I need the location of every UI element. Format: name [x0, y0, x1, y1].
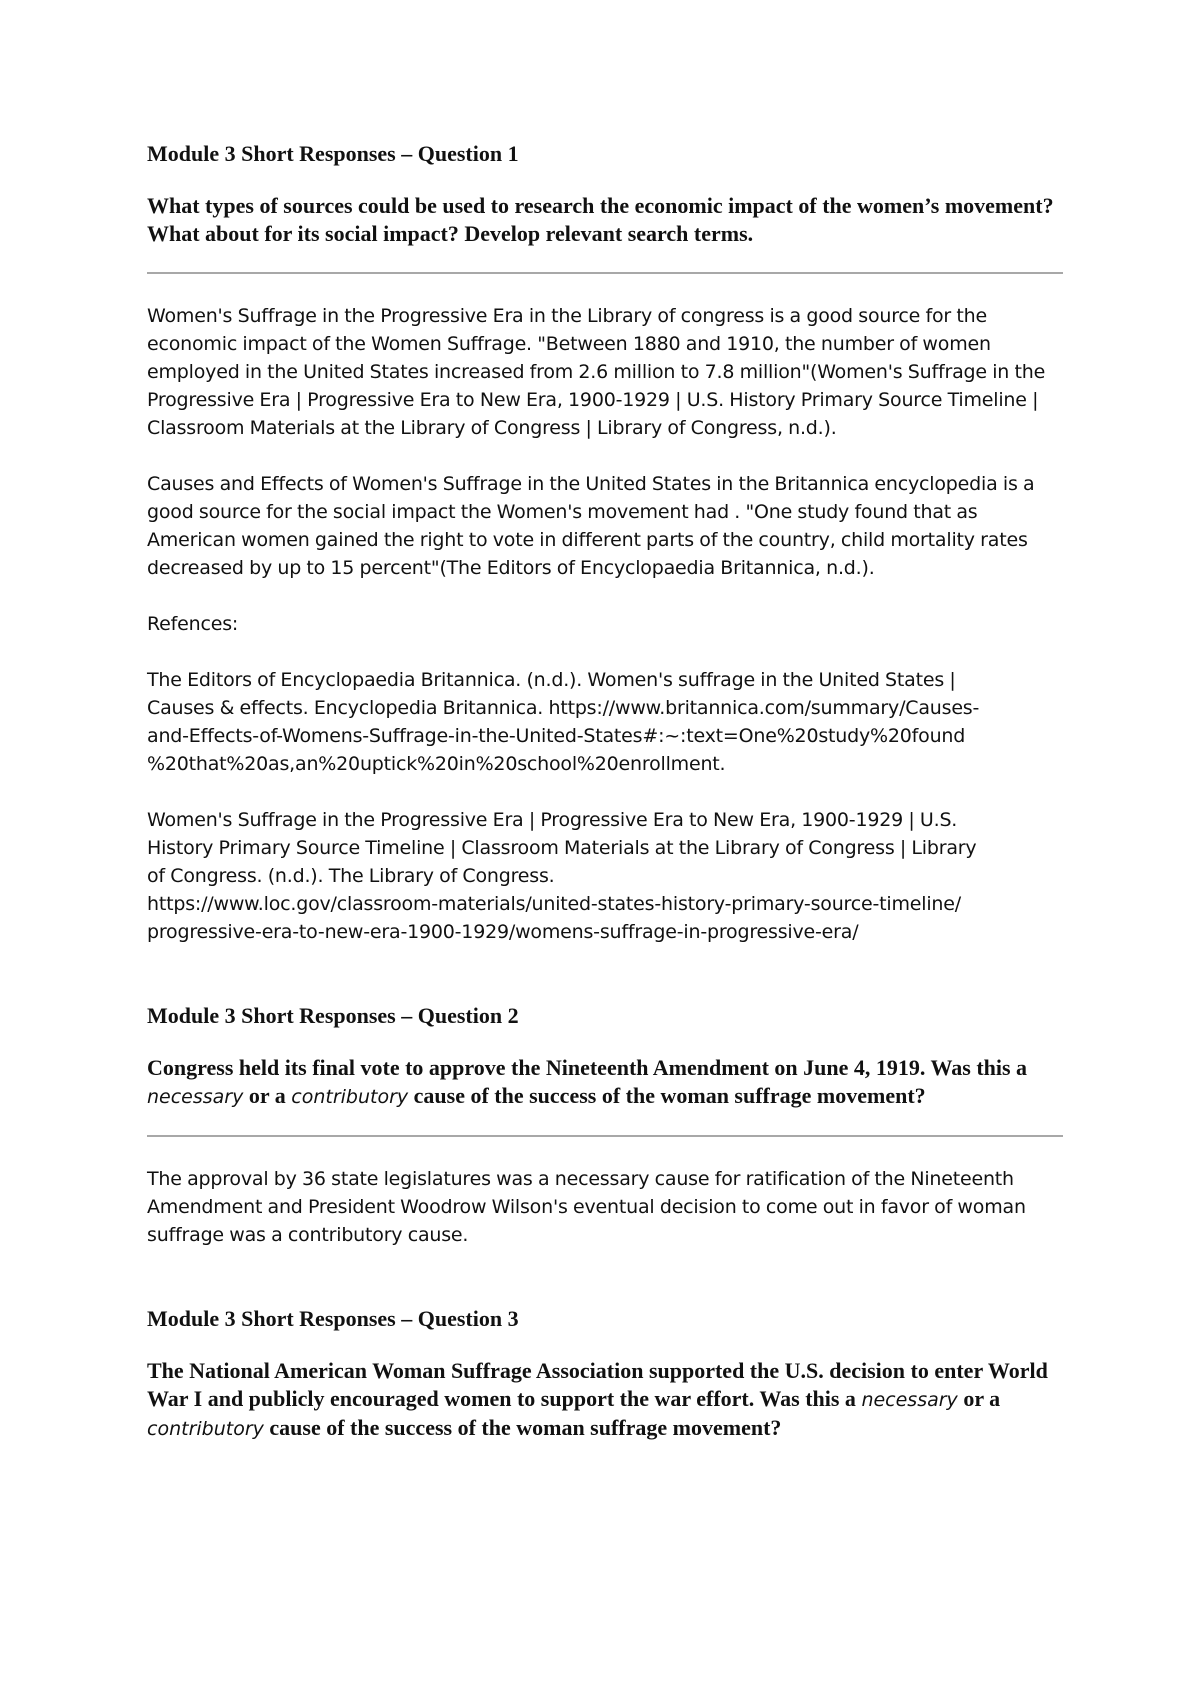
reference-url-line: progressive-era-to-new-era-1900-1929/womens-suffrage-in-progressive-era/ — [147, 921, 859, 943]
q3-prompt-text: cause of the success of the woman suffrage movement? — [263, 1415, 782, 1440]
reference-url-line: %20that%20as,an%20uptick%20in%20school%20enrollment. — [147, 753, 726, 775]
q1-heading: Module 3 Short Responses – Question 1 — [147, 141, 519, 166]
reference-library-of-congress — [147, 806, 1067, 946]
q3-heading: Module 3 Short Responses – Question 3 — [147, 1306, 519, 1331]
reference-line: Causes & effects. Encyclopedia Britannica. https://www.britannica.com/summary/Causes- — [147, 697, 980, 719]
q3-prompt-text: or a — [957, 1386, 1001, 1411]
q2-prompt-italic-necessary: necessary — [147, 1086, 244, 1108]
q1-prompt: What types of sources could be used to research the economic impact of the women’s movement? What about for its social impact? Develop relevant search terms. — [147, 193, 1054, 246]
q1-answer-paragraph-2: Causes and Effects of Women's Suffrage in the United States in the Britannica encyclopedia is a good source for the social impact the Women's movement had . "One study found that as American women gained the right to vote in different parts of the country, child mortality rates decreased by up to 15 percent"(The Editors of Encyclopaedia Britannica, n.d.). — [147, 473, 1035, 579]
q2-prompt-italic-contributory: contributory — [291, 1086, 409, 1108]
reference-britannica — [147, 666, 1067, 778]
q2-prompt-text: or a — [243, 1083, 292, 1108]
q2-prompt-text: cause of the success of the woman suffrage movement? — [408, 1083, 926, 1108]
reference-line: History Primary Source Timeline | Classroom Materials at the Library of Congress | Library — [147, 837, 977, 859]
references-label: Refences: — [147, 613, 239, 635]
reference-line: The Editors of Encyclopaedia Britannica. (n.d.). Women's suffrage in the United States | — [147, 669, 956, 691]
q2-answer: The approval by 36 state legislatures was a necessary cause for ratification of the Nineteenth Amendment and President Woodrow Wilson's eventual decision to come out in favor of woman suffrage was a contributory cause. — [147, 1168, 1026, 1246]
q3-prompt-italic-contributory: contributory — [147, 1418, 264, 1440]
reference-url-line: https://www.loc.gov/classroom-materials/united-states-history-primary-source-timeline/ — [147, 893, 961, 915]
q1-answer-paragraph-1: Women's Suffrage in the Progressive Era in the Library of congress is a good source for the economic impact of the Women Suffrage. "Between 1880 and 1910, the number of women employed in the United States increased from 2.6 million to 7.8 million"(Women's Suffrage in the Progressive Era | Progressive Era to New Era, 1900-1929 | U.S. History Primary Source Timeline | Classroom Materials at the Library of Congress | Library of Congress, n.d.). — [147, 305, 1046, 439]
q2-heading: Module 3 Short Responses – Question 2 — [147, 1003, 519, 1028]
q3-prompt-italic-necessary: necessary — [861, 1389, 958, 1411]
document-page — [147, 140, 1067, 1443]
q2-prompt — [147, 1054, 1067, 1111]
q2-prompt-text: Congress held its final vote to approve the Nineteenth Amendment on June 4, 1919. Was this a — [147, 1055, 1028, 1080]
reference-line: Women's Suffrage in the Progressive Era | Progressive Era to New Era, 1900-1929 | U.S. — [147, 809, 958, 831]
q3-prompt — [147, 1357, 1067, 1443]
reference-line: of Congress. (n.d.). The Library of Congress. — [147, 865, 555, 887]
reference-url-line: and-Effects-of-Womens-Suffrage-in-the-United-States#:~:text=One%20study%20found — [147, 725, 966, 747]
q2-divider — [147, 1135, 1063, 1137]
q3-prompt-text: The National American Woman Suffrage Association supported the U.S. decision to enter World War I and publicly encouraged women to support the war effort. Was this a — [147, 1358, 1048, 1411]
q1-divider — [147, 272, 1063, 274]
